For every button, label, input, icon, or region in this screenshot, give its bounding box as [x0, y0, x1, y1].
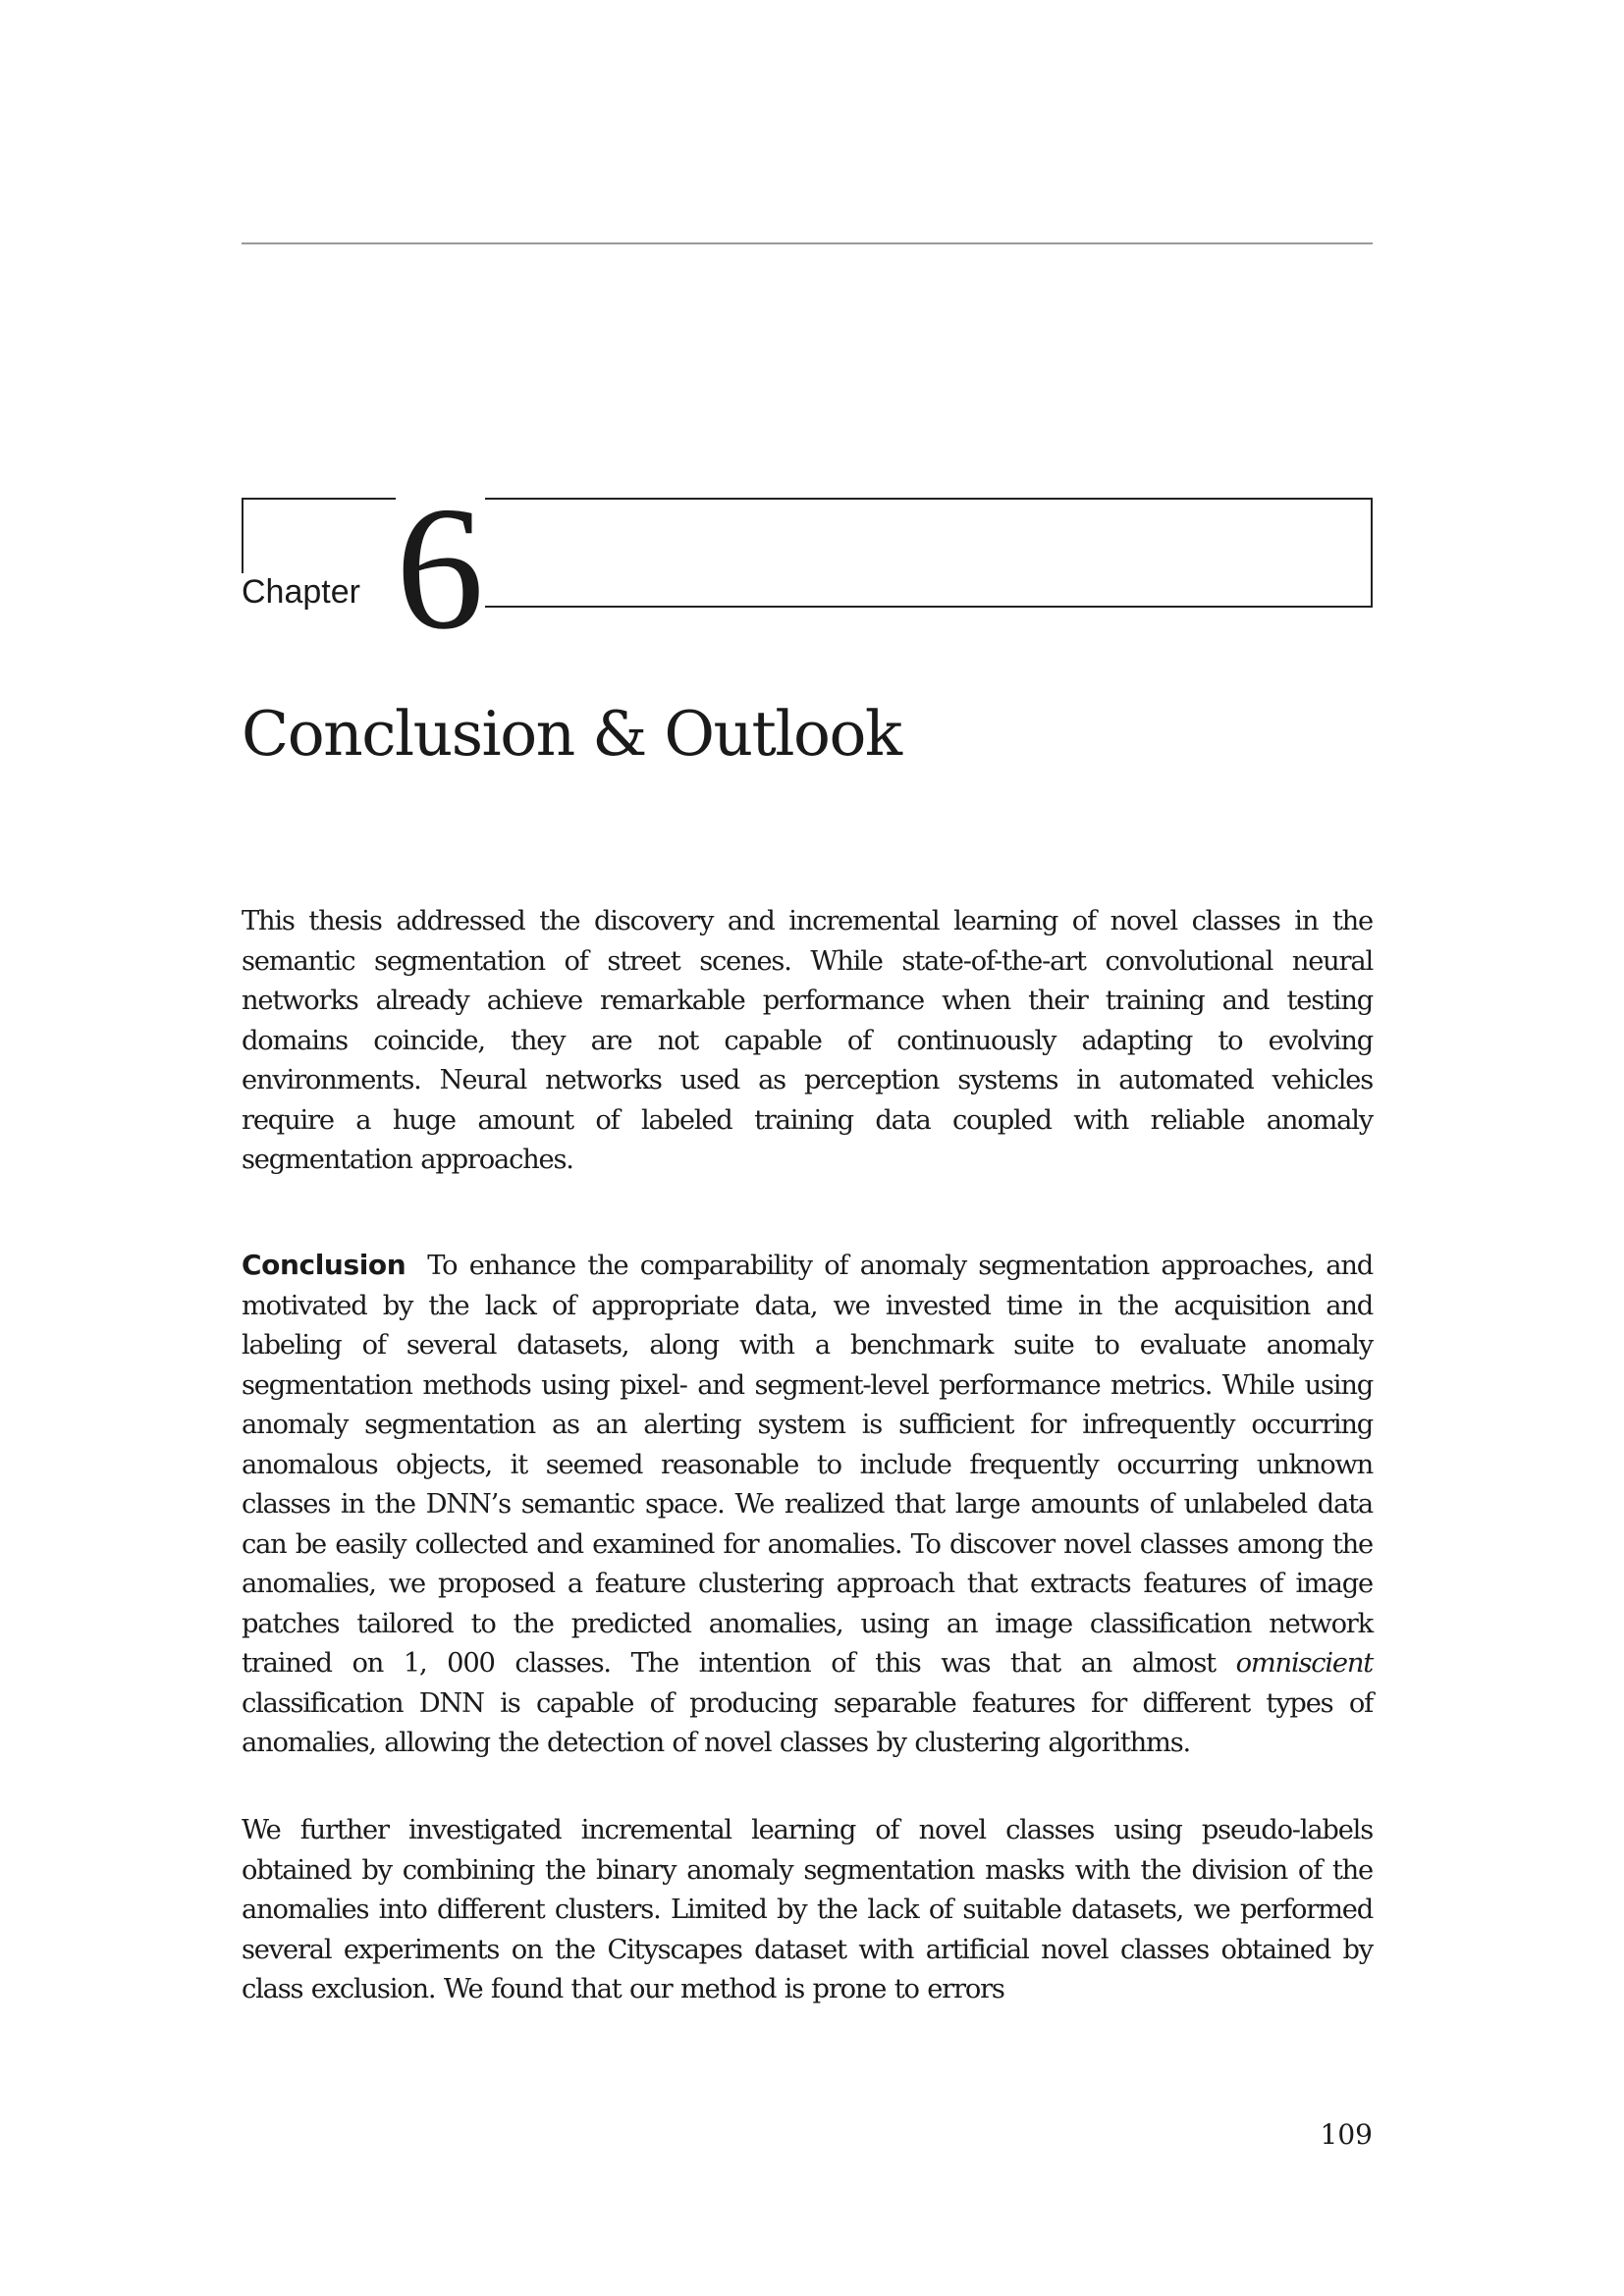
chapter-frame-right-box	[485, 498, 1373, 608]
chapter-title: Conclusion & Outlook	[242, 698, 901, 770]
chapter-label: Chapter	[242, 573, 360, 611]
chapter-frame-left-bracket	[242, 498, 396, 573]
intro-paragraph: This thesis addressed the discovery and incremental learning of novel classes in the semantic segmentation of street scenes. While state-of-the-art convolutional neural networks already achieve remarkable performance when their training and testing domains coincide, they are not capable of continuously adapting to evolving environments. Neural networks used as perception systems in automated vehicles require a huge amount of labeled training data coupled with reliable anomaly segmentation approaches.	[242, 906, 1373, 1175]
page-number: 109	[1320, 2118, 1373, 2151]
conclusion-paragraph	[242, 1246, 1373, 1764]
conclusion-text-part-1: To enhance the comparability of anomaly segmentation approaches, and motivated by the lack of appropriate data, we invested time in the acquisition and labeling of several datasets, along with a benchmark suite to evaluate anomaly segmentation methods using pixel- and segment-level performance metrics. While using anomaly segmentation as an alerting system is sufficient for infrequently occurring anomalous objects, it seemed reasonable to include frequently occurring unknown classes in the DNN’s semantic space. We realized that large amounts of unlabeled data can be easily collected and examined for anomalies. To discover novel classes among the anomalies, we proposed a feature clustering approach that extracts features of image patches tailored to the predicted anomalies, using an image classification network trained on 1, 000 classes. The intention of this was that an almost	[242, 1251, 1373, 1679]
header-rule	[242, 242, 1373, 244]
further-paragraph: We further investigated incremental learning of novel classes using pseudo-labels obtained by combining the binary anomaly segmentation masks with the division of the anomalies into different clusters. Limited by the lack of suitable datasets, we performed several experiments on the Cityscapes dataset with artificial novel classes obtained by class exclusion. We found that our method is prone to errors	[242, 1815, 1373, 2004]
conclusion-emphasis: omniscient	[1235, 1648, 1373, 1679]
conclusion-text-part-2: classification DNN is capable of producing separable features for different types of anomalies, allowing the detection of novel classes by clustering algorithms.	[242, 1687, 1373, 1758]
chapter-number: 6	[396, 470, 484, 666]
chapter-heading-frame	[242, 470, 1373, 666]
conclusion-heading: Conclusion	[242, 1249, 406, 1281]
